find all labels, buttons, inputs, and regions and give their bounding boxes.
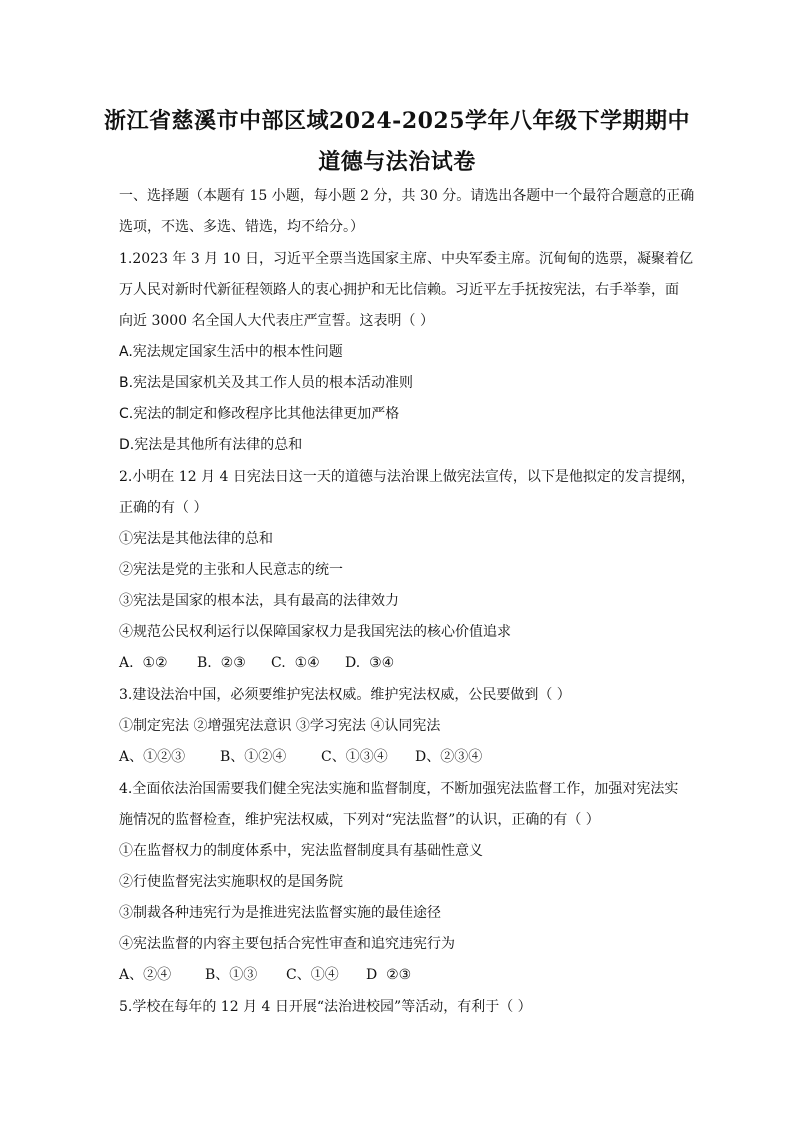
q1-option-d: D.宪法是其他所有法律的总和	[119, 437, 303, 453]
q3-options-row	[119, 747, 694, 767]
q3-option-c: C、①③④	[321, 749, 388, 765]
q5-stem-line1: 5.学校在每年的 12 月 4 日开展“法治进校园”等活动，有利于（ ）	[119, 999, 532, 1015]
q1-option-c: C.宪法的制定和修改程序比其他法律更加严格	[119, 406, 400, 422]
q3-option-a: A、①②③	[119, 749, 186, 765]
q3-stem-line1: 3.建设法治中国，必须要维护宪法权威。维护宪法权威，公民要做到（ ）	[119, 687, 571, 703]
q4-stem-line2: 施情况的监督检查，维护宪法权威，下列对“宪法监督”的认识，正确的有（ ）	[119, 812, 600, 828]
q4-statement-2: ②行使监督宪法实施职权的是国务院	[119, 874, 343, 890]
q4-option-d: D ②③	[366, 967, 412, 983]
q2-stem-line1: 2.小明在 12 月 4 日宪法日这一天的道德与法治课上做宪法宣传，以下是他拟定的发言提纲，	[119, 469, 695, 485]
q2-statement-4: ④规范公民权利运行以保障国家权力是我国宪法的核心价值追求	[119, 624, 511, 640]
q1-stem-line1: 1.2023 年 3 月 10 日，习近平全票当选国家主席、中央军委主席。沉甸甸的选票，凝聚着亿	[119, 251, 693, 267]
q4-statement-4: ④宪法监督的内容主要包括合宪性审查和追究违宪行为	[119, 936, 455, 952]
q1-stem-line2: 万人民对新时代新征程领路人的衷心拥护和无比信赖。习近平左手抚按宪法，右手举拳，面	[119, 282, 679, 298]
q4-statement-1: ①在监督权力的制度体系中，宪法监督制度具有基础性意义	[119, 843, 483, 859]
exam-title-line1: 浙江省慈溪市中部区域2024-2025学年八年级下学期期中	[103, 108, 691, 134]
q4-options-row	[119, 965, 694, 985]
q2-option-b: B. ②③	[197, 655, 246, 671]
q2-options-row	[119, 653, 694, 673]
q1-option-b: B.宪法是国家机关及其工作人员的根本活动准则	[119, 375, 414, 391]
q2-statement-2: ②宪法是党的主张和人民意志的统一	[119, 562, 343, 578]
q2-option-a: A. ①②	[119, 655, 168, 671]
section-instructions-line1: 一、选择题（本题有 15 小题，每小题 2 分，共 30 分。请选出各题中一个最符合题意的正确	[119, 188, 695, 204]
q2-statement-3: ③宪法是国家的根本法，具有最高的法律效力	[119, 593, 399, 609]
q4-statement-3: ③制裁各种违宪行为是推进宪法监督实施的最佳途径	[119, 905, 441, 921]
q4-stem-line1: 4.全面依法治国需要我们健全宪法实施和监督制度，不断加强宪法监督工作，加强对宪法实	[119, 781, 679, 797]
q2-statement-1: ①宪法是其他法律的总和	[119, 531, 273, 547]
q3-option-d: D、②③④	[415, 749, 483, 765]
q4-option-c: C、①④	[286, 967, 339, 983]
q2-option-d: D. ③④	[345, 655, 395, 671]
section-instructions-line2: 选项，不选、多选、错选，均不给分。）	[119, 219, 364, 235]
q3-option-b: B、①②④	[220, 749, 287, 765]
q2-option-c: C. ①④	[271, 655, 320, 671]
q2-stem-line2: 正确的有（ ）	[119, 500, 208, 516]
q1-stem-line3: 向近 3000 名全国人大代表庄严宣誓。这表明（ ）	[119, 313, 434, 329]
exam-title-line2: 道德与法治试卷	[318, 149, 476, 175]
q1-option-a: A.宪法规定国家生活中的根本性问题	[119, 344, 343, 360]
q3-statements: ①制定宪法 ②增强宪法意识 ③学习宪法 ④认同宪法	[119, 718, 441, 734]
q4-option-a: A、②④	[119, 967, 172, 983]
q4-option-b: B、①③	[205, 967, 258, 983]
